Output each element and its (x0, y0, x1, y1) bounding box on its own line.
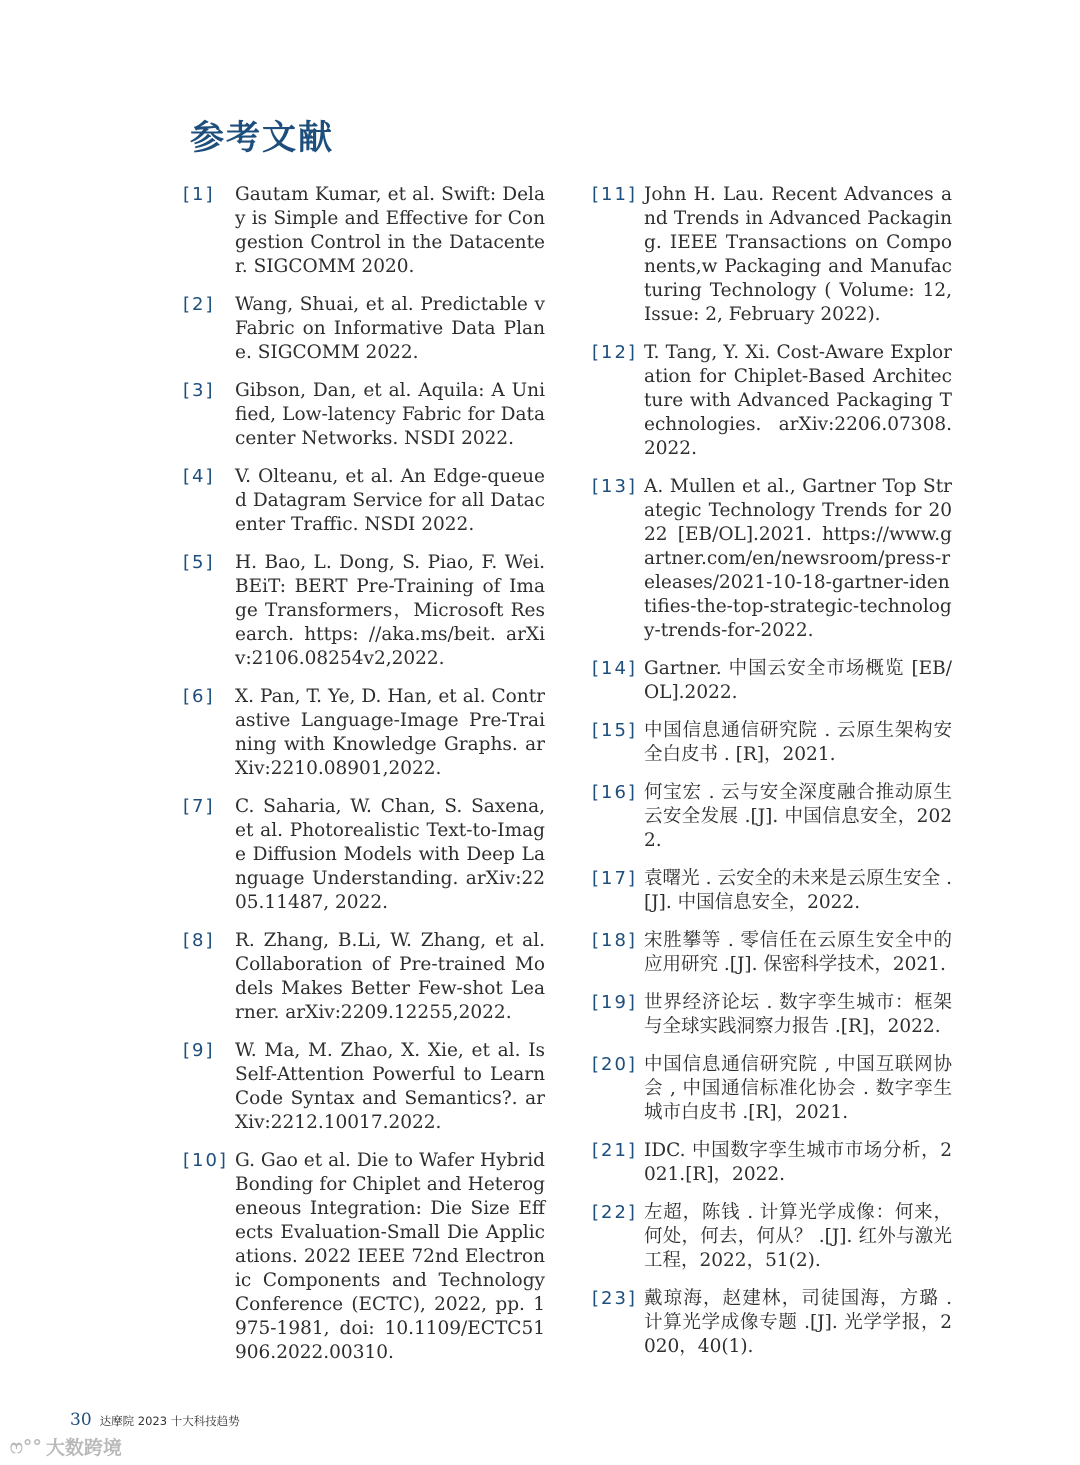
reference-item (183, 183, 545, 279)
reference-number: [17] (592, 868, 637, 889)
reference-text: Gautam Kumar, et al. Swift: Delay is Simple and Effective for Congestion Control in the Datacenter. SIGCOMM 2020. (235, 184, 545, 277)
reference-text: 中国信息通信研究院 . 云原生架构安全白皮书 . [R]，2021. (644, 720, 952, 765)
watermark-logo-icon: ෆ°° (10, 1435, 42, 1458)
reference-item (592, 991, 952, 1039)
reference-text: A. Mullen et al., Gartner Top Strategic Technology Trends for 2022 [EB/OL].2021. https://www.gartner.com/en/newsroom/press-releases/2021-10-18-gartner-identifies-the-top-strategic-technology-trends-for-2022. (644, 476, 952, 641)
reference-number: [23] (592, 1288, 637, 1309)
reference-number: [2] (183, 294, 215, 315)
reference-number: [16] (592, 782, 637, 803)
reference-text: T. Tang, Y. Xi. Cost-Aware Exploration for Chiplet-Based Architecture with Advanced Packaging Technologies. arXiv:2206.07308.2022. (644, 342, 952, 459)
reference-text: X. Pan, T. Ye, D. Han, et al. Contrastive Language-Image Pre-Training with Knowledge Graphs. arXiv:2210.08901,2022. (235, 686, 545, 779)
watermark (10, 1433, 122, 1460)
reference-text: W. Ma, M. Zhao, X. Xie, et al. Is Self-Attention Powerful to Learn Code Syntax and Semantics?. arXiv:2212.10017.2022. (235, 1040, 545, 1133)
reference-item (592, 657, 952, 705)
reference-item (592, 1287, 952, 1359)
reference-number: [11] (592, 184, 637, 205)
reference-text: 戴琼海，赵建林，司徒国海，方璐 . 计算光学成像专题 .[J]. 光学学报，2020，40(1). (644, 1288, 952, 1357)
reference-number: [19] (592, 992, 637, 1013)
reference-text: John H. Lau. Recent Advances and Trends in Advanced Packaging. IEEE Transactions on Components,w Packaging and Manufacturing Technology ( Volume: 12, Issue: 2, February 2022). (644, 184, 952, 325)
reference-item (183, 379, 545, 451)
reference-text: 何宝宏 . 云与安全深度融合推动原生云安全发展 .[J]. 中国信息安全，2022. (644, 782, 952, 851)
reference-text: 世界经济论坛 . 数字孪生城市：框架与全球实践洞察力报告 .[R]，2022. (644, 992, 952, 1037)
reference-text: H. Bao, L. Dong, S. Piao, F. Wei. BEiT: BERT Pre-Training of Image Transformers，Microsoft Research. https: //aka.ms/beit. arXiv:2106.08254v2,2022. (235, 552, 545, 669)
reference-number: [6] (183, 686, 215, 707)
reference-item (183, 551, 545, 671)
reference-item (592, 719, 952, 767)
reference-item (592, 183, 952, 327)
reference-item (592, 781, 952, 853)
reference-item (592, 341, 952, 461)
page-title: 参考文献 (190, 118, 334, 158)
reference-number: [15] (592, 720, 637, 741)
reference-number: [10] (183, 1150, 228, 1171)
reference-text: 袁曙光 . 云安全的未来是云原生安全 .[J]. 中国信息安全，2022. (644, 868, 952, 913)
page-number: 30 (70, 1410, 92, 1430)
reference-item (592, 1053, 952, 1125)
reference-number: [20] (592, 1054, 637, 1075)
reference-item (183, 685, 545, 781)
reference-text: 宋胜攀等 . 零信任在云原生安全中的应用研究 .[J]. 保密科学技术，2021. (644, 930, 952, 975)
references-left-column (183, 183, 545, 1379)
reference-item (592, 1139, 952, 1187)
reference-number: [4] (183, 466, 215, 487)
reference-text: Gibson, Dan, et al. Aquila: A Unified, Low-latency Fabric for Datacenter Networks. NSDI 2022. (235, 380, 545, 449)
reference-item (183, 1039, 545, 1135)
reference-number: [5] (183, 552, 215, 573)
reference-number: [7] (183, 796, 215, 817)
reference-text: G. Gao et al. Die to Wafer Hybrid Bonding for Chiplet and Heterogeneous Integration: Die Size Effects Evaluation-Small Die Applications. 2022 IEEE 72nd Electronic Components and Technology Conference (ECTC), 2022, pp. 1975-1981, doi: 10.1109/ECTC51906.2022.00310. (235, 1150, 545, 1363)
reference-number: [3] (183, 380, 215, 401)
reference-item (183, 1149, 545, 1365)
page-footer (70, 1410, 240, 1430)
reference-number: [14] (592, 658, 637, 679)
reference-text: Wang, Shuai, et al. Predictable vFabric on Informative Data Plane. SIGCOMM 2022. (235, 294, 545, 363)
reference-text: C. Saharia, W. Chan, S. Saxena, et al. Photorealistic Text-to-Image Diffusion Models with Deep Language Understanding. arXiv:2205.11487, 2022. (235, 796, 545, 913)
reference-item (592, 1201, 952, 1273)
reference-item (592, 929, 952, 977)
reference-text: R. Zhang, B.Li, W. Zhang, et al. Collaboration of Pre-trained Models Makes Better Few-shot Learner. arXiv:2209.12255,2022. (235, 930, 545, 1023)
references-right-column (592, 183, 952, 1373)
reference-number: [21] (592, 1140, 637, 1161)
reference-item (183, 795, 545, 915)
reference-item (183, 293, 545, 365)
reference-number: [13] (592, 476, 637, 497)
reference-item (592, 867, 952, 915)
reference-text: Gartner. 中国云安全市场概览 [EB/OL].2022. (644, 658, 952, 703)
reference-text: 中国信息通信研究院 , 中国互联网协会 , 中国通信标准化协会 . 数字孪生城市白皮书 .[R]，2021. (644, 1054, 952, 1123)
reference-text: IDC. 中国数字孪生城市市场分析，2021.[R]，2022. (644, 1140, 952, 1185)
footer-publication-title: 达摩院 2023 十大科技趋势 (99, 1414, 240, 1428)
reference-number: [22] (592, 1202, 637, 1223)
reference-item (183, 929, 545, 1025)
reference-number: [18] (592, 930, 637, 951)
watermark-text: 大数跨境 (45, 1437, 122, 1459)
reference-item (592, 475, 952, 643)
reference-number: [9] (183, 1040, 215, 1061)
reference-item (183, 465, 545, 537)
reference-number: [1] (183, 184, 215, 205)
reference-text: 左超，陈钱 . 计算光学成像：何来，何处，何去，何从？ .[J]. 红外与激光工程，2022，51(2). (644, 1202, 952, 1271)
reference-number: [12] (592, 342, 637, 363)
reference-number: [8] (183, 930, 215, 951)
reference-text: V. Olteanu, et al. An Edge-queued Datagram Service for all Datacenter Traffic. NSDI 2022. (235, 466, 545, 535)
